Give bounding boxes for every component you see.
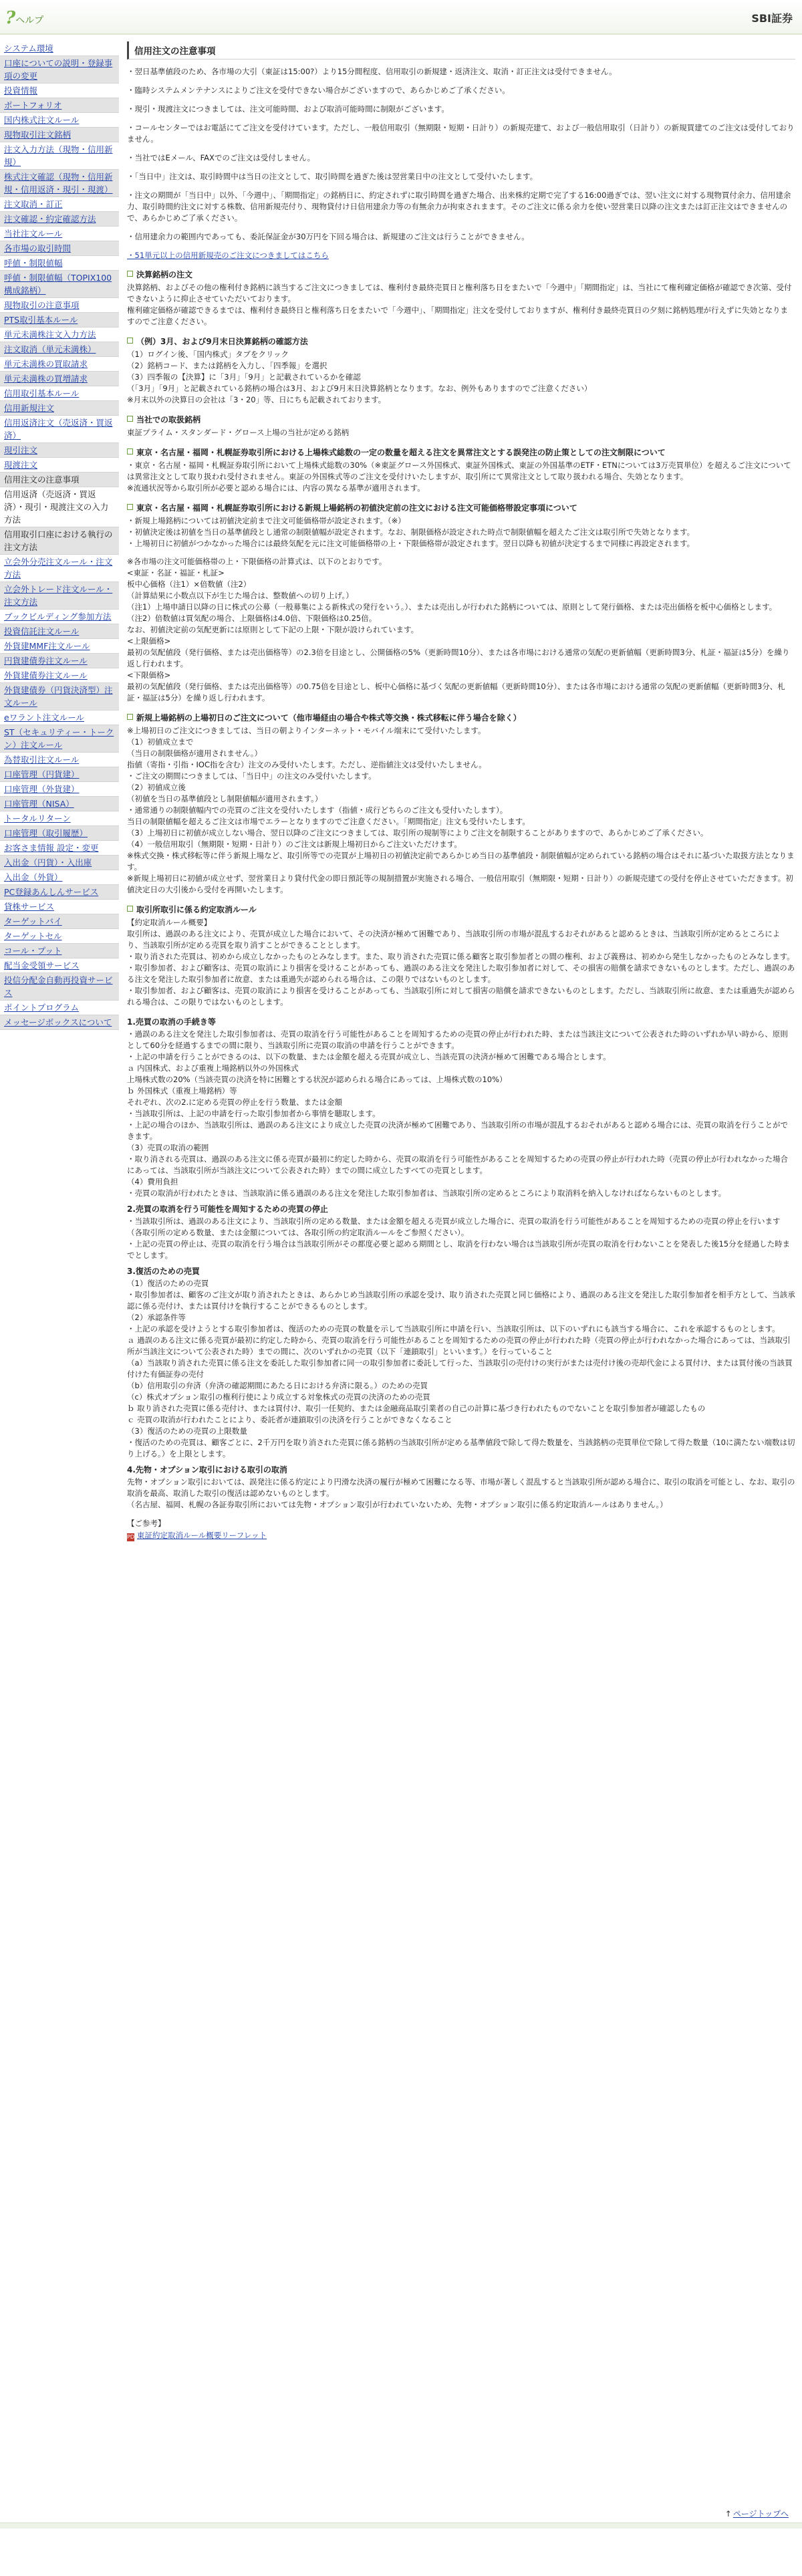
sidebar-item[interactable]: 現引注文: [0, 443, 119, 458]
section-line: （3）上場初日に初値が成立しない場合、翌日以降のご注文につきましては、取引所の規制等によりご注文を制限することがありますので、あらかじめご了承ください。: [127, 828, 708, 838]
sidebar-item[interactable]: 配当金受領サービス: [0, 958, 119, 973]
sidebar-item[interactable]: 円貨建債券注文ルール: [0, 654, 119, 668]
subsection-line: （3）復活のための売買の上限数量: [127, 1426, 247, 1436]
subsection-line: ｃ 売買の取消が行われたことにより、委託者が連鎖取引の決済を行うことができなくなること: [127, 1415, 452, 1424]
sidebar-item[interactable]: 信用返済注文（売返済・買返済）: [0, 416, 119, 443]
subsection-heading: 2.売買の取消を行う可能性を周知するための売買の停止: [127, 1204, 328, 1214]
sidebar-item[interactable]: 国内株式注文ルール: [0, 113, 119, 128]
sidebar-item[interactable]: 口座管理（円貨建）: [0, 767, 119, 782]
notice-paragraphs: [127, 66, 795, 243]
sidebar-item[interactable]: 信用取引口座における執行の注文方法: [0, 527, 119, 555]
sidebar-item[interactable]: 各市場の取引時間: [0, 241, 119, 256]
sidebar-item[interactable]: コール・プット: [0, 944, 119, 958]
sidebar-item[interactable]: メッセージボックスについて: [0, 1015, 119, 1030]
section-line: （3）四季報の【決算】に「3月」「9月」と記載されているかを確認: [127, 372, 361, 382]
subsection-heading: 4.先物・オプション取引における取引の取消: [127, 1465, 287, 1474]
subsection-line: ・売買の取消が行われたときは、当該取消に係る過誤のある注文を発注した取引参加者は、当該取引所の定めるところにより取消料を納入しなければならないものとします。: [127, 1188, 726, 1198]
notice-paragraph: ・注文の期間が「当日中」以外、「今週中」、「期間指定」の銘柄日に、約定されずに取引時間を過ぎた場合、出来株約定期で完了する16:00過ぎでは、翌い注文に対する現物買付余力、信用建余力、取引時間約注文に対する株数、信用新規売付り、現物貸付け日信用建余力等の有無余力が拘束されまます。そのご注文に係る余力を使い翌営業日以降の注文または訂正注文はできませんので、あらかじめご了承ください。: [127, 190, 791, 223]
sidebar-item[interactable]: ポートフォリオ: [0, 98, 119, 113]
section-line: なお、初値決定前の気配更新には原則として下記の上限・下限が設けられています。: [127, 625, 419, 634]
subsection-body: [127, 1278, 795, 1460]
subsection-line: ｂ 取り消された売買に係る売付け、または買付け、取引一任契約、または金融商品取引業者の自己の計算に基づき行われたものでないことを取引参加者が確認したもの: [127, 1404, 706, 1413]
section-line: ※新規上場初日に初値が成立せず、翌営業日より貸付代金の即日預託等の規制措置が実施される場合、一般信用取引（無期限・短期・日計り）の新規売建ての受付を停止させていただきます。初値決定日の大引後から受付を再開いたします。: [127, 874, 793, 894]
sidebar-item[interactable]: 単元未満株の買増請求: [0, 372, 119, 386]
sidebar-item[interactable]: お客さま情報 設定・変更: [0, 841, 119, 856]
sidebar-item[interactable]: 立会外分売注文ルール・注文方法: [0, 555, 119, 582]
section-body: [127, 349, 795, 406]
section-line: （2）初値成立後: [127, 783, 186, 792]
notice-paragraph: ・コールセンターではお電話にてご注文を受付けています。ただし、一般信用取引（無期限・短期・日計り）の新規売建て、および一般信用取引（日計り）の新規買建てのご注文は受付しておりません。: [127, 123, 795, 144]
subsection-line: ・上記の売買の停止は、売買の取消を行う場合は当該取引所がその都度必要と認める期間とし、取消を行わない場合は当該取引所が売買の取消を行わないことを発表した後15分を経過した時までとします。: [127, 1239, 791, 1260]
notice-paragraph: ・臨時システムメンテナンスによりご注文を受付できない場合がございますので、あらかじめご了承ください。: [127, 86, 510, 95]
section-title: 東京・名古屋・福岡・札幌証券取引所における新規上場銘柄の初値決定前の注文における注文可能価格帯設定事項について: [127, 502, 795, 513]
sidebar-item[interactable]: 単元未満株注文入力方法: [0, 328, 119, 342]
section-line: ※上場初日のご注文につきましては、当日の朝よりインターネット・モバイル端末にて受付いたします。: [127, 726, 486, 735]
sidebar-item[interactable]: 投資情報: [0, 84, 119, 98]
sidebar-item[interactable]: 当社注文ルール: [0, 227, 119, 241]
subsection-line: ・当該取引所は、上記の申請を行った取引参加者から事情を聴取します。: [127, 1109, 380, 1118]
subsection-line: （2）承認条件等: [127, 1313, 186, 1322]
section-line: （計算結果に小数点以下が生じた場合は、整数値への切り上げ。）: [127, 591, 354, 600]
section-line: （1）ログイン後、「国内株式」タブをクリック: [127, 350, 289, 359]
section-body: [127, 515, 795, 704]
sidebar-item[interactable]: 単元未満株の買取請求: [0, 357, 119, 372]
section-body: [127, 427, 795, 438]
sidebar-item[interactable]: 呼値・制限値幅（TOPIX100構成銘柄）: [0, 271, 119, 298]
section-body: [127, 725, 795, 896]
reference-block: [127, 1517, 795, 1541]
sidebar-item[interactable]: 信用返済（売返済・買返済）・現引・現渡注文の入力方法: [0, 487, 119, 527]
section-line: （注2）倍数値は買気配の場合、上限価格は4.0倍、下限価格は0.25倍。: [127, 614, 377, 623]
sidebar-nav: [0, 41, 119, 1030]
section-line: ・ご注文の期間につきましては、「当日中」の注文のみ受付いたします。: [127, 771, 376, 781]
section-title: （例）3月、および9月末日決算銘柄の確認方法: [127, 336, 795, 347]
section-line: （初値を当日の基準値段とし制限値幅が適用されます。）: [127, 794, 323, 803]
section-line: 最初の気配値段（発行価格、または売出価格等）の2.3倍を目途とし、公開価格の5%（更新時間10分）、または各市場における通常の気配の更新値幅（更新時間3分、札証・福証は5分）を繰り返し行われます。: [127, 648, 790, 668]
sidebar-item[interactable]: 信用注文の注意事項: [0, 473, 119, 487]
sidebar-item[interactable]: 入出金（円貨）・入出庫: [0, 856, 119, 870]
section-line: ・東京・名古屋・福岡・札幌証券取引所において上場株式総数の30%（※東証グロース外国株式、東証外国株式、東証の外国基準のETF・ETNについては3万売買単位）を超えるご注文については異常注文として取り扱われ受付されません。東証の外国株式等のご注文を受付けいたしますが、取引所にて異常注文として取り扱われる場合、失効となります。: [127, 461, 791, 481]
subsection-line: （名古屋、福岡、札幌の各証券取引所においては先物・オプション取引が行われていないため、先物・オプション取引に係る約定取消ルールはありません。）: [127, 1500, 668, 1509]
sidebar-item[interactable]: 注文確認・約定確認方法: [0, 212, 119, 227]
notice-paragraph: ・信用建余力の範囲内であっても、委託保証金が30万円を下回る場合は、新規建のご注文は行うことができません。: [127, 232, 529, 241]
subsection-line: ・取り消される売買は、過誤のある注文に係る売買が最初に約定した時から、売買の取消を行う可能性があることを周知するための売買の停止が行われた時（売買の停止が行われなかった場合にあっては、当該取引所が当該注文について公表された時）までの間に成立したすべての売買とします。: [127, 1154, 788, 1175]
subsection-heading: 1.売買の取消の手続き等: [127, 1017, 216, 1027]
subsection-line: ａ 内国株式、および重複上場銘柄以外の外国株式: [127, 1063, 299, 1073]
section-title: 新規上場銘柄の上場初日のご注文について（他市場経由の場合や株式等交換・株式移転に伴う場合を除く）: [127, 712, 795, 723]
subsection-line: （b）信用取引の弁済（弁済の確認期間にあたる日における弁済に限る。）のための売買: [127, 1381, 428, 1390]
help-link[interactable]: [5, 8, 43, 28]
section-line: 板中心価格（注1）×倍数値（注2）: [127, 579, 251, 589]
section-line: ・上場初日に初値がつかなかった場合には最終気配を元に注文可能価格帯の上・下限価格帯が設定されます。翌日以降も初値が決定するまで同様に再設定されます。: [127, 539, 695, 548]
link-51-units-short-sell[interactable]: ・51単元以上の信用新規売のご注文につきましてはこちら: [127, 251, 329, 260]
section-body: [127, 282, 795, 328]
sidebar-item[interactable]: 外貨建債券注文ルール: [0, 668, 119, 683]
pdf-icon: PDF: [127, 1534, 138, 1540]
section-line: （「3月」「9月」と記載されている銘柄の場合は3月、および9月末日決算銘柄となります。なお、例外もありますのでご注意ください）: [127, 384, 592, 393]
subsection-line: ｂ 外国株式（重複上場銘柄）等: [127, 1086, 237, 1096]
subsection-heading: 3.復活のための売買: [127, 1267, 200, 1276]
subsection-line: （c）株式オプション取引の権利行使により成立する対象株式の売買の決済のための売買: [127, 1392, 430, 1402]
arrow-up-icon: ↑: [724, 2509, 732, 2519]
sidebar-item[interactable]: 口座管理（取引履歴）: [0, 826, 119, 841]
subsection-body: [127, 1216, 795, 1261]
section-line: 権利確定価格が確認できるまでは、権利付き最終日と権利落ち日をまたいで「今週中」、「期間指定」注文を受付しておりますが、権利付き最終売買日の夕刻に銘柄処理が行えずに失効となりますのでご注意ください。: [127, 305, 788, 326]
section-line: ・新規上場銘柄については初値決定前まで注文可能価格帯が設定されます。（※）: [127, 516, 406, 525]
main-content: [127, 41, 795, 2555]
cancel-rule-subsections: [127, 1016, 795, 1511]
section-line: [127, 549, 795, 556]
sidebar-item[interactable]: 口座管理（外貨建）: [0, 782, 119, 797]
subsection-line: （1）復活のための売買: [127, 1279, 209, 1288]
section-line: <下限価格>: [127, 670, 171, 680]
section-line: ・取り消された売買は、初めから成立しなかったものとみなします。また、取り消された売買に係る顧客と取引参加者との間の権利、および義務は、初めから発生しなかったものとみなします。: [127, 952, 795, 961]
sidebar-item[interactable]: 信用新規注文: [0, 401, 119, 416]
notice-paragraph: ・翌日基準値段のため、各市場の大引（東証は15:00?）より15分間程度、信用取引の新規建・返済注文、取消・訂正注文は受付できません。: [127, 67, 617, 76]
sidebar-item[interactable]: 入出金（外貨）: [0, 870, 119, 885]
section-line: <上限価格>: [127, 636, 171, 646]
sidebar-item[interactable]: 投資信託注文ルール: [0, 624, 119, 639]
sidebar-item[interactable]: ST（セキュリティー・トークン）注文ルール: [0, 725, 119, 753]
section-title: 決算銘柄の注文: [127, 269, 795, 280]
section-line: 【約定取消ルール概要】: [127, 918, 212, 927]
section-line: <東証・名証・福証・札証>: [127, 568, 225, 577]
sidebar-item[interactable]: システム環境: [0, 41, 119, 56]
section-line: （1）初値成立まで: [127, 737, 194, 747]
sidebar-item[interactable]: 立会外トレード注文ルール・注文方法: [0, 582, 119, 610]
page-top-link[interactable]: ページトップへ: [732, 2509, 789, 2519]
notice-paragraph: ・当社ではEメール、FAXでのご注文は受付しません。: [127, 153, 315, 162]
section-title: 当社での取扱銘柄: [127, 414, 795, 425]
section-body: [127, 917, 795, 1008]
sidebar-item[interactable]: トータルリターン: [0, 811, 119, 826]
sidebar-item[interactable]: 呼値・制限値幅: [0, 256, 119, 271]
page-title: 信用注文の注意事項: [127, 41, 795, 59]
subsection-line: ・上記の承認を受けようとする取引参加者は、復活のための売買の数量を示して当該取引所に申請を行い、当該取引所は、以下のいずれにも該当する場合に、これを承認するものとします。: [127, 1324, 780, 1333]
section-body: [127, 460, 795, 494]
section-title: 取引所取引に係る約定取消ルール: [127, 904, 795, 915]
section-line: ・取引参加者、および顧客は、売買の取消により損害を受けることがあっても、過誤のある注文を発注した取引参加者に対して、その損害の賠償を請求できないものとします。ただし、過誤のある注文を発注した取引参加者に故意、または重過失が認められる場合は、この限りではないものとします。: [127, 963, 795, 984]
sidebar-item[interactable]: PC登録あんしんサービス: [0, 885, 119, 900]
subsection-line: ・過誤のある注文を発注した取引参加者は、売買の取消を行う可能性があることを周知するための売買の停止が行われた時、または当該注文について公表された時のいずれか早い時から、原則として60分を経過するまでの間に限り、当該取引所に売買の取消の申請を行うことができます。: [127, 1029, 788, 1050]
section-line: ・取引参加者、および顧客は、売買の取消により損害を受けることがあっても、当該取引所に対して損害の賠償を請求できないものとします。ただし、当該取引所に故意、または重過失が認められる場合は、この限りではないものとします。: [127, 986, 795, 1007]
section-line: ※株式交換・株式移転等に伴う新規上場など、取引所等での売買が上場初日の初値決定前であらかじめ当日の基準値段・制限値幅が定められている銘柄の場合はそれに基づいた取扱方法となります。: [127, 851, 795, 872]
sidebar-item[interactable]: 現渡注文: [0, 458, 119, 473]
section-line: ・通常通りの制限値幅内での売買のご注文を受付いたします（指値・成行どちらのご注文も受付いたします）。: [127, 805, 508, 815]
page-top-link-wrap: [725, 2508, 789, 2519]
section-line: （当日の制限価格が適用されません。）: [127, 749, 262, 758]
section-line: （注1）上場申請日以降の日に株式の公募（一般募集による新株式の発行をいう。）、または売出しが行われた銘柄については、原則として発行価格、または売出価格を板中心価格とします。: [127, 602, 777, 612]
section-line: 当日の制限値幅を超えるご注文は市場でエラーとなりますのでご注意ください。「期間指定」注文も受付いたします。: [127, 817, 530, 826]
sidebar-item[interactable]: 投信分配金自動再投資サービス: [0, 973, 119, 1001]
notice-paragraph: ・現引・現渡注文につきましては、注文可能時間、および取消可能時間に制限がございます。: [127, 104, 449, 114]
sidebar-item[interactable]: 口座についての説明・登録事項の変更: [0, 56, 119, 84]
reference-pdf-link[interactable]: 東証約定取消ルール概要リーフレット: [137, 1531, 267, 1540]
sidebar-item[interactable]: 外貨建債券（円貨決済型）注文ルール: [0, 683, 119, 711]
reference-label: 【ご参考】: [127, 1519, 166, 1528]
sidebar-item[interactable]: ポイントプログラム: [0, 1001, 119, 1015]
subsection-line: （4）費用負担: [127, 1177, 178, 1186]
subsection-body: [127, 1029, 795, 1199]
section-line: 指値（寄指・引指・IOC指を含む）注文のみ受付いたします。ただし、逆指値注文は受付いたしません。: [127, 760, 487, 769]
footer-divider: [0, 2523, 802, 2529]
section-line: （2）銘柄コード、または銘柄を入力し、「四季報」を選択: [127, 361, 327, 370]
sidebar-item[interactable]: 注文取消・訂正: [0, 197, 119, 212]
sidebar-item[interactable]: 注文入力方法（現物・信用新規）: [0, 142, 119, 170]
section-line: 東証プライム・スタンダード・グロース上場の当社が定める銘柄: [127, 428, 350, 437]
section-line: 決算銘柄、およびその他の権利付き銘柄に該当するご注文につきましては、権利付き最終売買日と権利落ち日をまたいで「今週中」「期間指定」は、当社にて権利確定価格が確認でき次第、受付できないように抑止させていただいております。: [127, 283, 792, 303]
section-line: ・初値決定後は初値を当日の基準値段とし通常の制限値幅が設定されます。なお、制限価格が設定された時点で制限値幅を超えたご注文は取引所で失効となります。: [127, 527, 695, 537]
rule-sections: [127, 269, 795, 1008]
sidebar-item[interactable]: 現物取引注文銘柄: [0, 128, 119, 142]
sidebar-item[interactable]: 注文取消（単元未満株）: [0, 342, 119, 357]
notice-paragraph: ・「当日中」注文は、取引時間中は当日の注文として、取引時間を過ぎた後は翌営業日中の注文として受付いたします。: [127, 172, 538, 181]
sidebar-item[interactable]: ブックビルディング参加方法: [0, 610, 119, 624]
sidebar-item[interactable]: eワラント注文ルール: [0, 711, 119, 725]
subsection-body: [127, 1476, 795, 1511]
section-line: 最初の気配値段（発行価格、または売出価格等）の0.75倍を目途とし、板中心価格に基づく気配の更新値幅（更新時間10分）、または各市場における通常の気配の更新値幅（更新時間3分、札証・福証は5分）を繰り返し行われます。: [127, 682, 785, 702]
section-line: 取引所は、過誤のある注文により、売買が成立した場合において、その決済が極めて困難であり、当該取引所の市場が混乱するおそれがあると認めるときは、当該取引所が定めるところにより、当該取引所が定める売買を取り消すことができることとします。: [127, 929, 781, 950]
section-line: ※各市場の注文可能価格帯の上・下限価格の計算式は、以下のとおりです。: [127, 557, 387, 566]
sidebar-item[interactable]: 口座管理（NISA）: [0, 797, 119, 811]
subsection-line: ・復活のための売買は、顧客ごとに、2千万円を取り消された売買に係る銘柄の当該取引所が定める基準値段で除して得た数量を、当該銘柄の売買単位で除して得た数量（10に満たない端数は切り上げる。）を上限とします。: [127, 1438, 795, 1458]
sidebar-item[interactable]: 貸株サービス: [0, 900, 119, 914]
sidebar-item[interactable]: ターゲットバイ: [0, 914, 119, 929]
brand-logo-text: SBI証券: [751, 12, 793, 25]
subsection-line: （3）売買の取消の範囲: [127, 1143, 209, 1152]
subsection-line: ａ 過誤のある注文に係る売買が最初に約定した時から、売買の取消を行う可能性があることを周知するための売買の停止が行われた時（売買の停止が行われなかった場合にあっては、当該取引所が当該注文について公表された時）までの間に、次のいずれかの売買（以下「連鎖取引」といいます。）を行っていること: [127, 1335, 791, 1356]
subsection-line: 先物・オプション取引においては、誤発注に係る約定により円滑な決済の履行が極めて困難になる等、市場が著しく混乱すると当該取引所が認める場合に、取引の取消を可能とし、なお、取引の取消を最高、取消した取引の復活は認めないものとします。: [127, 1477, 795, 1498]
help-icon: ?: [5, 8, 16, 28]
sidebar-item[interactable]: PTS取引基本ルール: [0, 313, 119, 328]
section-title: 東京・名古屋・福岡・札幌証券取引所における上場株式総数の一定の数量を超える注文を異常注文とする誤発注の防止策としての注文制限について: [127, 446, 795, 458]
sidebar-item[interactable]: 株式注文確認（現物・信用新規・信用返済・現引・現渡）: [0, 170, 119, 197]
subsection-line: それぞれ、次の2.に定める売買の停止を行う数量、または金額: [127, 1098, 343, 1107]
sidebar-item[interactable]: 為替取引注文ルール: [0, 753, 119, 767]
help-label: ヘルプ: [15, 15, 44, 26]
sidebar-item[interactable]: ターゲットセル: [0, 929, 119, 944]
subsection-line: ・取引参加者は、顧客のご注文が取り消されたときは、あらかじめ当該取引所の承認を受け、取り消された売買と同じ価格により、過誤のある注文を発注した取引参加者を相手方として、当該承認に係る売付け、または買付けを執行することができるものとします。: [127, 1290, 795, 1311]
sidebar-item[interactable]: 外貨建MMF注文ルール: [0, 639, 119, 654]
sidebar-item[interactable]: 現物取引の注意事項: [0, 298, 119, 313]
sidebar-item[interactable]: 信用取引基本ルール: [0, 386, 119, 401]
section-line: （4）一般信用取引（無期限・短期・日計り）のご注文は新規上場初日からご注文いただけます。: [127, 840, 462, 849]
header-bar: [0, 0, 802, 35]
subsection-line: ・当該取引所は、過誤のある注文により、当該取引所の定める数量、または金額を超える売買が成立した場合に、売買の取消を行う可能性があることを周知するための売買の停止を行います（各取引所の定める数量、または金額については、各取引所の約定取消ルールをご参照ください）。: [127, 1216, 781, 1237]
section-line: ※月末以外の決算日の会社は「3・20」等、日にちも記載されております。: [127, 395, 386, 404]
subsection-line: （a）当該取り消された売買に係る注文を委託した取引参加者に同一の取引参加者に委託して行った、当該取引の売付けの実行がまたは売付け後の売却代金による買付け、または買付後の当該買付けた有価証券の売付: [127, 1358, 793, 1379]
subsection-line: 上場株式数の20%（当該売買の決済を特に困難とする状況が認められる場合にあっては、上場株式数の10%）: [127, 1075, 507, 1084]
subsection-line: ・上記の申請を行うことができるのは、以下の数量、または金額を超える売買が成立し、当該売買の決済が極めて困難である場合とします。: [127, 1052, 611, 1061]
section-line: ※流通状況等から取引所が必要と認める場合には、内容の異なる基準が適用されます。: [127, 483, 425, 493]
subsection-line: ・上記の場合のほか、当該取引所は、過誤のある注文により成立した売買の決済が極めて困難であり、当該取引所の市場が混乱するおそれがあると認める場合には、売買の取消を行うことができます。: [127, 1120, 788, 1141]
